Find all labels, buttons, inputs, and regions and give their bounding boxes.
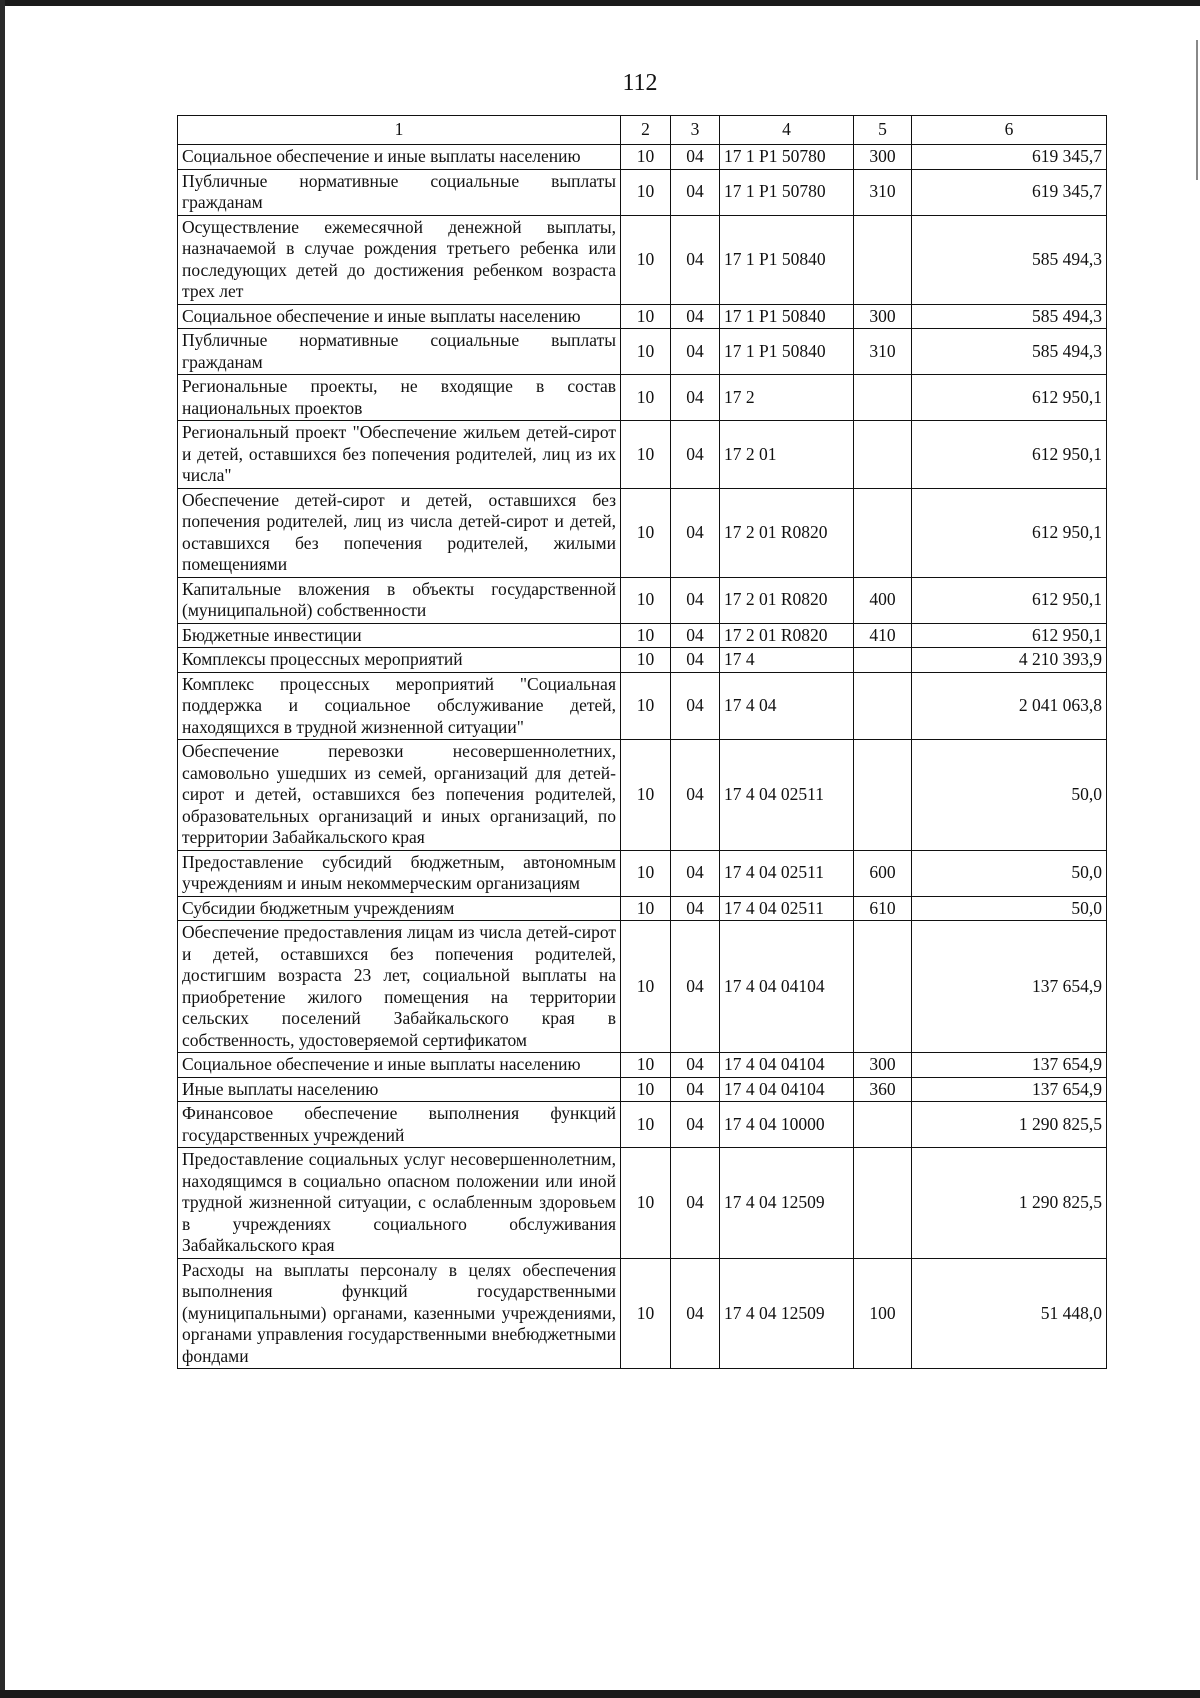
row-amount-cell: 50,0 <box>912 850 1107 896</box>
row-subsection-cell: 04 <box>671 145 720 170</box>
row-expense-type-cell: 300 <box>854 1053 912 1078</box>
table-row <box>178 1077 1107 1102</box>
row-subsection-cell: 04 <box>671 921 720 1053</box>
row-amount-cell: 50,0 <box>912 896 1107 921</box>
row-name-cell: Социальное обеспечение и иные выплаты населению <box>178 145 621 170</box>
row-expense-type-cell: 100 <box>854 1258 912 1369</box>
table-row <box>178 648 1107 673</box>
table-row <box>178 850 1107 896</box>
row-name-cell: Публичные нормативные социальные выплаты гражданам <box>178 329 621 375</box>
table-row <box>178 1053 1107 1078</box>
row-section-cell: 10 <box>621 488 671 577</box>
row-target-article-cell: 17 4 04 04104 <box>720 1077 854 1102</box>
row-section-cell: 10 <box>621 304 671 329</box>
row-target-article-cell: 17 1 P1 50780 <box>720 169 854 215</box>
row-subsection-cell: 04 <box>671 896 720 921</box>
header-cell-2: 2 <box>621 116 671 145</box>
row-expense-type-cell: 310 <box>854 329 912 375</box>
budget-table <box>177 115 1107 1369</box>
row-expense-type-cell <box>854 921 912 1053</box>
row-target-article-cell: 17 4 04 <box>720 672 854 740</box>
row-amount-cell: 585 494,3 <box>912 304 1107 329</box>
table-row <box>178 375 1107 421</box>
row-name-cell: Бюджетные инвестиции <box>178 623 621 648</box>
scan-edge-top <box>0 0 1200 6</box>
row-subsection-cell: 04 <box>671 169 720 215</box>
row-target-article-cell: 17 1 P1 50840 <box>720 215 854 304</box>
table-body <box>178 116 1107 1369</box>
row-subsection-cell: 04 <box>671 1148 720 1259</box>
table-header-row <box>178 116 1107 145</box>
row-target-article-cell: 17 2 <box>720 375 854 421</box>
row-section-cell: 10 <box>621 215 671 304</box>
row-amount-cell: 1 290 825,5 <box>912 1148 1107 1259</box>
row-name-cell: Капитальные вложения в объекты государственной (муниципальной) собственности <box>178 577 621 623</box>
row-expense-type-cell: 410 <box>854 623 912 648</box>
row-name-cell: Публичные нормативные социальные выплаты гражданам <box>178 169 621 215</box>
row-subsection-cell: 04 <box>671 1077 720 1102</box>
row-expense-type-cell: 300 <box>854 304 912 329</box>
row-amount-cell: 585 494,3 <box>912 329 1107 375</box>
row-amount-cell: 612 950,1 <box>912 375 1107 421</box>
header-cell-4: 4 <box>720 116 854 145</box>
row-section-cell: 10 <box>621 577 671 623</box>
row-target-article-cell: 17 4 04 02511 <box>720 740 854 851</box>
row-section-cell: 10 <box>621 921 671 1053</box>
table-row <box>178 329 1107 375</box>
row-amount-cell: 137 654,9 <box>912 1077 1107 1102</box>
header-cell-6: 6 <box>912 116 1107 145</box>
header-cell-3: 3 <box>671 116 720 145</box>
row-subsection-cell: 04 <box>671 1102 720 1148</box>
row-section-cell: 10 <box>621 169 671 215</box>
row-expense-type-cell <box>854 421 912 489</box>
row-target-article-cell: 17 4 04 04104 <box>720 1053 854 1078</box>
table-row <box>178 488 1107 577</box>
row-expense-type-cell: 300 <box>854 145 912 170</box>
row-expense-type-cell: 610 <box>854 896 912 921</box>
row-target-article-cell: 17 4 <box>720 648 854 673</box>
row-section-cell: 10 <box>621 623 671 648</box>
table-row <box>178 921 1107 1053</box>
row-name-cell: Финансовое обеспечение выполнения функций государственных учреждений <box>178 1102 621 1148</box>
table-row <box>178 1148 1107 1259</box>
row-subsection-cell: 04 <box>671 850 720 896</box>
table-row <box>178 577 1107 623</box>
row-amount-cell: 1 290 825,5 <box>912 1102 1107 1148</box>
row-target-article-cell: 17 4 04 02511 <box>720 850 854 896</box>
table-row <box>178 740 1107 851</box>
row-name-cell: Комплексы процессных мероприятий <box>178 648 621 673</box>
row-section-cell: 10 <box>621 1102 671 1148</box>
row-expense-type-cell <box>854 375 912 421</box>
table-row <box>178 421 1107 489</box>
row-name-cell: Предоставление социальных услуг несовершеннолетним, находящимся в социально опасном положении или иной трудной жизненной ситуации, с ослабленным здоровьем в учреждениях социального обслуживания Забайкальского края <box>178 1148 621 1259</box>
row-name-cell: Осуществление ежемесячной денежной выплаты, назначаемой в случае рождения третьего ребенка или последующих детей до достижения ребенком возраста трех лет <box>178 215 621 304</box>
row-subsection-cell: 04 <box>671 375 720 421</box>
row-amount-cell: 619 345,7 <box>912 145 1107 170</box>
page-number: 112 <box>622 70 658 96</box>
row-amount-cell: 619 345,7 <box>912 169 1107 215</box>
table-row <box>178 304 1107 329</box>
row-target-article-cell: 17 1 P1 50840 <box>720 304 854 329</box>
row-subsection-cell: 04 <box>671 421 720 489</box>
table-row <box>178 1258 1107 1369</box>
row-subsection-cell: 04 <box>671 1258 720 1369</box>
row-subsection-cell: 04 <box>671 577 720 623</box>
row-amount-cell: 612 950,1 <box>912 421 1107 489</box>
row-section-cell: 10 <box>621 672 671 740</box>
scan-edge-left <box>0 0 5 1698</box>
row-subsection-cell: 04 <box>671 488 720 577</box>
row-amount-cell: 585 494,3 <box>912 215 1107 304</box>
table-row <box>178 215 1107 304</box>
row-target-article-cell: 17 2 01 R0820 <box>720 623 854 648</box>
row-section-cell: 10 <box>621 329 671 375</box>
row-section-cell: 10 <box>621 1148 671 1259</box>
table-row <box>178 896 1107 921</box>
row-name-cell: Обеспечение детей-сирот и детей, оставшихся без попечения родителей, лиц из числа детей-сирот и детей, оставшихся без попечения родителей, жилыми помещениями <box>178 488 621 577</box>
row-amount-cell: 612 950,1 <box>912 623 1107 648</box>
row-expense-type-cell <box>854 1148 912 1259</box>
row-name-cell: Социальное обеспечение и иные выплаты населению <box>178 1053 621 1078</box>
row-subsection-cell: 04 <box>671 672 720 740</box>
table-row <box>178 623 1107 648</box>
row-section-cell: 10 <box>621 421 671 489</box>
row-expense-type-cell <box>854 215 912 304</box>
row-expense-type-cell: 600 <box>854 850 912 896</box>
scan-edge-bottom <box>0 1690 1200 1698</box>
row-section-cell: 10 <box>621 896 671 921</box>
table-row <box>178 145 1107 170</box>
row-name-cell: Обеспечение предоставления лицам из числа детей-сирот и детей, оставшихся без попечения родителей, достигшим возраста 23 лет, социальной выплаты на приобретение жилого помещения на территории сельских поселений Забайкальского края в собственность, удостоверяемой сертификатом <box>178 921 621 1053</box>
row-name-cell: Региональные проекты, не входящие в состав национальных проектов <box>178 375 621 421</box>
row-name-cell: Субсидии бюджетным учреждениям <box>178 896 621 921</box>
header-cell-5: 5 <box>854 116 912 145</box>
row-expense-type-cell <box>854 740 912 851</box>
row-expense-type-cell: 310 <box>854 169 912 215</box>
row-amount-cell: 137 654,9 <box>912 921 1107 1053</box>
scan-edge-right <box>1196 40 1198 180</box>
row-expense-type-cell <box>854 1102 912 1148</box>
row-section-cell: 10 <box>621 1077 671 1102</box>
row-expense-type-cell <box>854 488 912 577</box>
header-cell-1: 1 <box>178 116 621 145</box>
row-target-article-cell: 17 2 01 <box>720 421 854 489</box>
row-target-article-cell: 17 2 01 R0820 <box>720 577 854 623</box>
row-name-cell: Социальное обеспечение и иные выплаты населению <box>178 304 621 329</box>
row-section-cell: 10 <box>621 145 671 170</box>
row-section-cell: 10 <box>621 375 671 421</box>
row-subsection-cell: 04 <box>671 304 720 329</box>
table-row <box>178 672 1107 740</box>
row-name-cell: Расходы на выплаты персоналу в целях обеспечения выполнения функций государственными (муниципальными) органами, казенными учреждениями, органами управления государственными внебюджетными фондами <box>178 1258 621 1369</box>
row-section-cell: 10 <box>621 850 671 896</box>
row-target-article-cell: 17 4 04 10000 <box>720 1102 854 1148</box>
row-name-cell: Предоставление субсидий бюджетным, автономным учреждениям и иным некоммерческим организациям <box>178 850 621 896</box>
row-expense-type-cell <box>854 648 912 673</box>
row-amount-cell: 2 041 063,8 <box>912 672 1107 740</box>
row-section-cell: 10 <box>621 1053 671 1078</box>
row-subsection-cell: 04 <box>671 1053 720 1078</box>
row-section-cell: 10 <box>621 648 671 673</box>
row-name-cell: Комплекс процессных мероприятий "Социальная поддержка и социальное обслуживание детей, находящихся в трудной жизненной ситуации" <box>178 672 621 740</box>
row-name-cell: Региональный проект "Обеспечение жильем детей-сирот и детей, оставшихся без попечения родителей, лиц из их числа" <box>178 421 621 489</box>
table-row <box>178 169 1107 215</box>
row-subsection-cell: 04 <box>671 648 720 673</box>
row-expense-type-cell: 360 <box>854 1077 912 1102</box>
row-amount-cell: 612 950,1 <box>912 488 1107 577</box>
row-amount-cell: 612 950,1 <box>912 577 1107 623</box>
row-amount-cell: 51 448,0 <box>912 1258 1107 1369</box>
row-subsection-cell: 04 <box>671 740 720 851</box>
row-subsection-cell: 04 <box>671 623 720 648</box>
row-section-cell: 10 <box>621 740 671 851</box>
row-section-cell: 10 <box>621 1258 671 1369</box>
row-subsection-cell: 04 <box>671 215 720 304</box>
row-target-article-cell: 17 4 04 02511 <box>720 896 854 921</box>
row-subsection-cell: 04 <box>671 329 720 375</box>
row-target-article-cell: 17 1 P1 50840 <box>720 329 854 375</box>
row-name-cell: Иные выплаты населению <box>178 1077 621 1102</box>
row-target-article-cell: 17 1 P1 50780 <box>720 145 854 170</box>
table-row <box>178 1102 1107 1148</box>
row-target-article-cell: 17 2 01 R0820 <box>720 488 854 577</box>
row-name-cell: Обеспечение перевозки несовершеннолетних, самовольно ушедших из семей, организаций для детей-сирот и детей, оставшихся без попечения родителей, образовательных организаций и иных организаций, по территории Забайкальского края <box>178 740 621 851</box>
row-target-article-cell: 17 4 04 12509 <box>720 1148 854 1259</box>
row-target-article-cell: 17 4 04 04104 <box>720 921 854 1053</box>
row-amount-cell: 137 654,9 <box>912 1053 1107 1078</box>
row-amount-cell: 4 210 393,9 <box>912 648 1107 673</box>
row-expense-type-cell <box>854 672 912 740</box>
row-expense-type-cell: 400 <box>854 577 912 623</box>
row-target-article-cell: 17 4 04 12509 <box>720 1258 854 1369</box>
row-amount-cell: 50,0 <box>912 740 1107 851</box>
